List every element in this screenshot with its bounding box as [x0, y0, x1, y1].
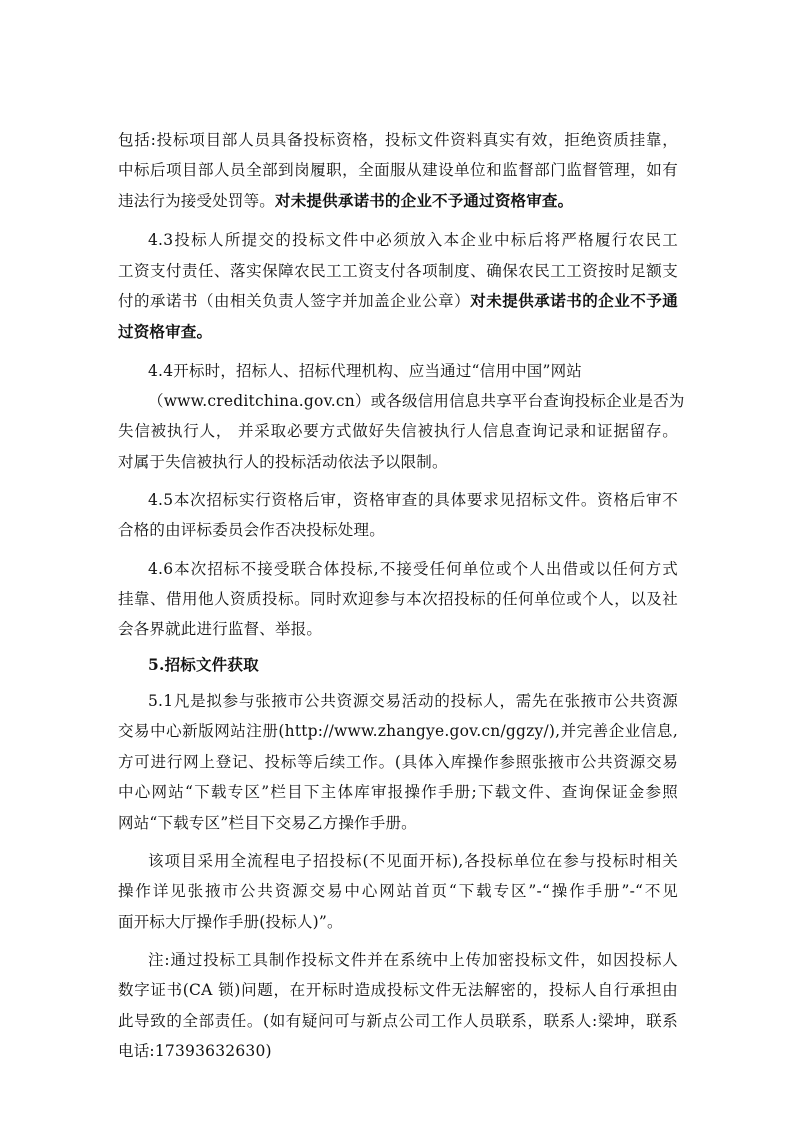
paragraph-line: 对属于失信被执行人的投标活动依法予以限制。 — [118, 453, 448, 471]
paragraph-line: 该项目采用全流程电子招投标(不见面开标),各投标单位在参与投标时相关 — [148, 852, 678, 870]
paragraph-line: 挂靠、借用他人资质投标。同时欢迎参与本次招投标的任何单位或个人，以及社 — [118, 590, 678, 608]
paragraph-line: 网站“下载专区”栏目下交易乙方操作手册。 — [118, 814, 417, 832]
paragraph-line: 中标后项目部人员全部到岗履职，全面服从建设单位和监督部门监督管理，如有 — [118, 161, 678, 179]
paragraph-line: 此导致的全部责任。(如有疑问可与新点公司工作人员联系，联系人:梁坤，联系 — [118, 1012, 678, 1030]
paragraph-line: 操作详见张掖市公共资源交易中心网站首页“下载专区”-“操作手册”-“不见 — [118, 882, 678, 900]
paragraph-line: 包括:投标项目部人员具备投标资格，投标文件资料真实有效，拒绝资质挂靠， — [118, 131, 678, 149]
paragraph-line: 数字证书(CA 锁)问题，在开标时造成投标文件无法解密的，投标人自行承担由 — [118, 981, 678, 999]
paragraph-line: 中心网站“下载专区”栏目下主体库审报操作手册;下载文件、查询保证金参照 — [118, 783, 678, 801]
paragraph-line: 付的承诺书（由相关负责人签字并加盖企业公章）对未提供承诺书的企业不予通 — [118, 291, 678, 310]
paragraph-line: 会各界就此进行监督、举报。 — [118, 620, 323, 638]
paragraph-line: （www.creditchina.gov.cn）或各级信用信息共享平台查询投标企业是否为 — [148, 392, 685, 410]
paragraph-line: 4.3投标人所提交的投标文件中必须放入本企业中标后将严格履行农民工 — [148, 231, 678, 249]
paragraph-line: 过资格审查。 — [118, 322, 213, 341]
paragraph-line: 方可进行网上登记、投标等后续工作。(具体入库操作参照张掖市公共资源交易 — [118, 753, 678, 771]
paragraph-line: 合格的由评标委员会作否决投标处理。 — [118, 521, 385, 539]
section-heading: 5.招标文件获取 — [148, 655, 259, 674]
paragraph-line: 4.4开标时，招标人、招标代理机构、应当通过“信用中国”网站 — [148, 362, 583, 380]
paragraph-line: 注:通过投标工具制作投标文件并在系统中上传加密投标文件，如因投标人 — [148, 951, 678, 969]
paragraph-line: 工资支付责任、落实保障农民工工资支付各项制度、确保农民工工资按时足额支 — [118, 262, 678, 280]
paragraph-line: 违法行为接受处罚等。对未提供承诺书的企业不予通过资格审查。 — [118, 191, 574, 210]
paragraph-line: 电话:17393632630) — [118, 1042, 272, 1060]
bold-notice: 对未提供承诺书的企业不予通 — [470, 291, 678, 310]
paragraph-line: 交易中心新版网站注册(http://www.zhangye.gov.cn/ggzy/),并完善企业信息, — [118, 722, 678, 740]
paragraph-line: 面开标大厅操作手册(投标人)”。 — [118, 913, 343, 931]
paragraph-line: 4.6本次招标不接受联合体投标,不接受任何单位或个人出借或以任何方式 — [148, 560, 678, 578]
paragraph-line: 4.5本次招标实行资格后审，资格审查的具体要求见招标文件。资格后审不 — [148, 491, 678, 509]
bold-notice: 对未提供承诺书的企业不予通过资格审查。 — [275, 191, 574, 210]
paragraph-line: 失信被执行人， 并采取必要方式做好失信被执行人信息查询记录和证据留存。 — [118, 422, 678, 440]
paragraph-line: 5.1凡是拟参与张掖市公共资源交易活动的投标人，需先在张掖市公共资源 — [148, 692, 678, 710]
